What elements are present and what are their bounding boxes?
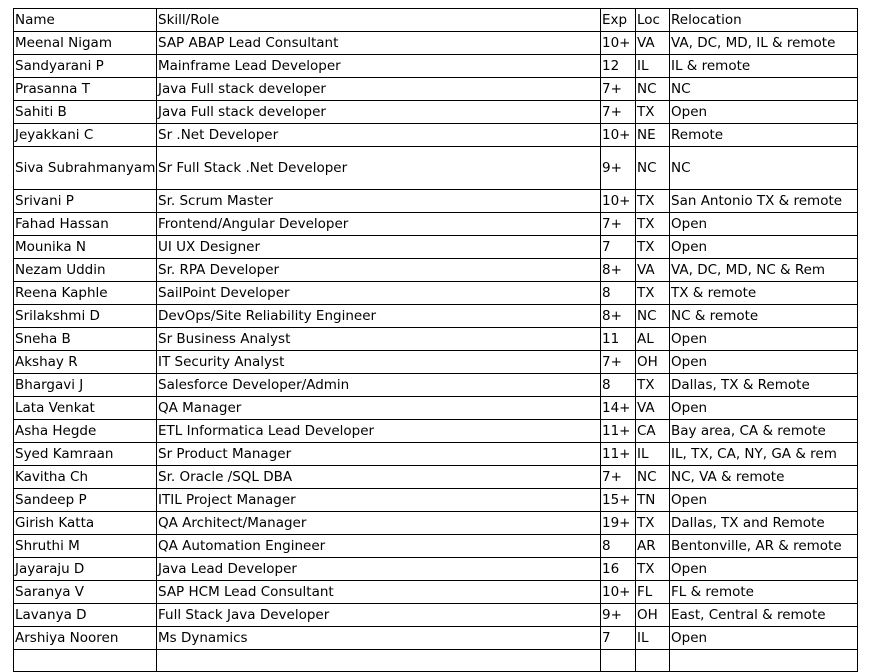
cell-loc: IL bbox=[636, 443, 670, 466]
cell-skill: Sr. Scrum Master bbox=[157, 190, 601, 213]
cell-skill: SAP ABAP Lead Consultant bbox=[157, 32, 601, 55]
cell-exp: 15+ bbox=[601, 489, 636, 512]
cell-skill: Sr. RPA Developer bbox=[157, 259, 601, 282]
cell-relocation: FL & remote bbox=[670, 581, 858, 604]
table-row bbox=[14, 420, 858, 443]
cell-name: Jeyakkani C bbox=[14, 124, 157, 147]
cell-loc: TX bbox=[636, 374, 670, 397]
cell-loc: IL bbox=[636, 627, 670, 650]
table-row bbox=[14, 124, 858, 147]
cell-name: Meenal Nigam bbox=[14, 32, 157, 55]
cell-exp: 7+ bbox=[601, 78, 636, 101]
cell-relocation: NC, VA & remote bbox=[670, 466, 858, 489]
table-row bbox=[14, 328, 858, 351]
cell-exp: 11+ bbox=[601, 420, 636, 443]
cell-loc: TX bbox=[636, 213, 670, 236]
cell-relocation: VA, DC, MD, NC & Rem bbox=[670, 259, 858, 282]
table-row bbox=[14, 581, 858, 604]
cell-name: Lavanya D bbox=[14, 604, 157, 627]
header-skill: Skill/Role bbox=[157, 9, 601, 32]
table-row bbox=[14, 443, 858, 466]
cell-name: Siva Subrahmanyam bbox=[14, 147, 157, 190]
cell-loc: AL bbox=[636, 328, 670, 351]
cell-exp: 7 bbox=[601, 627, 636, 650]
table-row bbox=[14, 213, 858, 236]
cell-name: Sandeep P bbox=[14, 489, 157, 512]
cell-skill: Sr .Net Developer bbox=[157, 124, 601, 147]
cell-loc: TX bbox=[636, 512, 670, 535]
cell-loc: NC bbox=[636, 466, 670, 489]
cell-skill: QA Architect/Manager bbox=[157, 512, 601, 535]
cell-name: Nezam Uddin bbox=[14, 259, 157, 282]
cell-exp: 7+ bbox=[601, 466, 636, 489]
cell-relocation: Bentonville, AR & remote bbox=[670, 535, 858, 558]
cell-exp: 10+ bbox=[601, 124, 636, 147]
cell-exp: 8 bbox=[601, 535, 636, 558]
cell-skill: Mainframe Lead Developer bbox=[157, 55, 601, 78]
table-row bbox=[14, 236, 858, 259]
cell-name: Arshiya Nooren bbox=[14, 627, 157, 650]
cell-relocation: Open bbox=[670, 101, 858, 124]
table-body bbox=[14, 32, 858, 672]
cell-loc: TX bbox=[636, 236, 670, 259]
table-row bbox=[14, 147, 858, 190]
cell-loc: NC bbox=[636, 305, 670, 328]
cell-relocation: Open bbox=[670, 558, 858, 581]
cell-loc: AR bbox=[636, 535, 670, 558]
cell-loc: OH bbox=[636, 604, 670, 627]
cell-name: Girish Katta bbox=[14, 512, 157, 535]
cell-exp: 8+ bbox=[601, 305, 636, 328]
table-row bbox=[14, 101, 858, 124]
cell-relocation: NC & remote bbox=[670, 305, 858, 328]
cell-name: Bhargavi J bbox=[14, 374, 157, 397]
cell-relocation: Open bbox=[670, 397, 858, 420]
cell-skill: Sr Full Stack .Net Developer bbox=[157, 147, 601, 190]
cell-name: Syed Kamraan bbox=[14, 443, 157, 466]
cell-skill: ETL Informatica Lead Developer bbox=[157, 420, 601, 443]
table-row bbox=[14, 32, 858, 55]
cell-loc: IL bbox=[636, 55, 670, 78]
table-row bbox=[14, 351, 858, 374]
cell-relocation bbox=[670, 650, 858, 672]
cell-exp: 19+ bbox=[601, 512, 636, 535]
table-row bbox=[14, 512, 858, 535]
cell-exp: 8 bbox=[601, 374, 636, 397]
cell-exp: 10+ bbox=[601, 190, 636, 213]
cell-skill: Java Full stack developer bbox=[157, 78, 601, 101]
table-row bbox=[14, 55, 858, 78]
cell-skill bbox=[157, 650, 601, 672]
table-row bbox=[14, 627, 858, 650]
table-row bbox=[14, 466, 858, 489]
cell-exp: 9+ bbox=[601, 147, 636, 190]
consultant-table bbox=[13, 8, 858, 672]
cell-relocation: Open bbox=[670, 489, 858, 512]
cell-name: Prasanna T bbox=[14, 78, 157, 101]
table-row bbox=[14, 535, 858, 558]
cell-skill: Java Lead Developer bbox=[157, 558, 601, 581]
cell-name: Sandyarani P bbox=[14, 55, 157, 78]
cell-relocation: NC bbox=[670, 147, 858, 190]
cell-skill: Sr. Oracle /SQL DBA bbox=[157, 466, 601, 489]
cell-relocation: Bay area, CA & remote bbox=[670, 420, 858, 443]
cell-relocation: Remote bbox=[670, 124, 858, 147]
header-exp: Exp bbox=[601, 9, 636, 32]
cell-loc: FL bbox=[636, 581, 670, 604]
cell-name: Srivani P bbox=[14, 190, 157, 213]
cell-loc: TX bbox=[636, 101, 670, 124]
cell-loc: NE bbox=[636, 124, 670, 147]
cell-exp: 14+ bbox=[601, 397, 636, 420]
header-name: Name bbox=[14, 9, 157, 32]
cell-skill: Java Full stack developer bbox=[157, 101, 601, 124]
cell-relocation: East, Central & remote bbox=[670, 604, 858, 627]
cell-skill: Salesforce Developer/Admin bbox=[157, 374, 601, 397]
header-relocation: Relocation bbox=[670, 9, 858, 32]
table-row bbox=[14, 558, 858, 581]
cell-skill: QA Automation Engineer bbox=[157, 535, 601, 558]
table-row bbox=[14, 374, 858, 397]
cell-relocation: Open bbox=[670, 236, 858, 259]
cell-skill: SailPoint Developer bbox=[157, 282, 601, 305]
cell-skill: DevOps/Site Reliability Engineer bbox=[157, 305, 601, 328]
header-row bbox=[14, 9, 858, 32]
cell-exp: 8 bbox=[601, 282, 636, 305]
cell-skill: Sr Business Analyst bbox=[157, 328, 601, 351]
cell-skill: QA Manager bbox=[157, 397, 601, 420]
cell-relocation: IL, TX, CA, NY, GA & rem bbox=[670, 443, 858, 466]
cell-loc: TN bbox=[636, 489, 670, 512]
cell-relocation: Open bbox=[670, 328, 858, 351]
cell-relocation: Open bbox=[670, 351, 858, 374]
cell-name: Lata Venkat bbox=[14, 397, 157, 420]
cell-exp: 9+ bbox=[601, 604, 636, 627]
cell-name: Asha Hegde bbox=[14, 420, 157, 443]
cell-name bbox=[14, 650, 157, 672]
cell-skill: IT Security Analyst bbox=[157, 351, 601, 374]
cell-name: Reena Kaphle bbox=[14, 282, 157, 305]
cell-skill: Frontend/Angular Developer bbox=[157, 213, 601, 236]
table-row bbox=[14, 604, 858, 627]
table-row bbox=[14, 489, 858, 512]
cell-relocation: San Antonio TX & remote bbox=[670, 190, 858, 213]
cell-exp: 11 bbox=[601, 328, 636, 351]
cell-exp: 10+ bbox=[601, 32, 636, 55]
cell-relocation: Open bbox=[670, 213, 858, 236]
cell-exp: 7+ bbox=[601, 351, 636, 374]
cell-name: Shruthi M bbox=[14, 535, 157, 558]
cell-loc: CA bbox=[636, 420, 670, 443]
table-row bbox=[14, 397, 858, 420]
cell-name: Fahad Hassan bbox=[14, 213, 157, 236]
cell-loc: TX bbox=[636, 282, 670, 305]
cell-loc: NC bbox=[636, 78, 670, 101]
cell-loc: VA bbox=[636, 32, 670, 55]
cell-skill: Ms Dynamics bbox=[157, 627, 601, 650]
cell-relocation: Open bbox=[670, 627, 858, 650]
cell-loc: VA bbox=[636, 259, 670, 282]
cell-name: Sneha B bbox=[14, 328, 157, 351]
cell-relocation: Dallas, TX & Remote bbox=[670, 374, 858, 397]
cell-exp: 7+ bbox=[601, 213, 636, 236]
cell-loc: NC bbox=[636, 147, 670, 190]
cell-name: Saranya V bbox=[14, 581, 157, 604]
table-row bbox=[14, 259, 858, 282]
table-row bbox=[14, 650, 858, 672]
cell-name: Srilakshmi D bbox=[14, 305, 157, 328]
cell-relocation: IL & remote bbox=[670, 55, 858, 78]
cell-skill: UI UX Designer bbox=[157, 236, 601, 259]
table-row bbox=[14, 78, 858, 101]
cell-exp: 11+ bbox=[601, 443, 636, 466]
cell-relocation: TX & remote bbox=[670, 282, 858, 305]
cell-name: Jayaraju D bbox=[14, 558, 157, 581]
cell-loc: VA bbox=[636, 397, 670, 420]
cell-exp bbox=[601, 650, 636, 672]
cell-exp: 12 bbox=[601, 55, 636, 78]
cell-skill: ITIL Project Manager bbox=[157, 489, 601, 512]
cell-skill: Sr Product Manager bbox=[157, 443, 601, 466]
cell-loc: OH bbox=[636, 351, 670, 374]
cell-exp: 8+ bbox=[601, 259, 636, 282]
table-row bbox=[14, 282, 858, 305]
cell-exp: 7+ bbox=[601, 101, 636, 124]
cell-loc: TX bbox=[636, 558, 670, 581]
cell-exp: 7 bbox=[601, 236, 636, 259]
cell-loc: TX bbox=[636, 190, 670, 213]
cell-relocation: Dallas, TX and Remote bbox=[670, 512, 858, 535]
cell-name: Mounika N bbox=[14, 236, 157, 259]
cell-relocation: NC bbox=[670, 78, 858, 101]
cell-skill: SAP HCM Lead Consultant bbox=[157, 581, 601, 604]
cell-exp: 16 bbox=[601, 558, 636, 581]
cell-exp: 10+ bbox=[601, 581, 636, 604]
cell-name: Sahiti B bbox=[14, 101, 157, 124]
table-row bbox=[14, 190, 858, 213]
cell-skill: Full Stack Java Developer bbox=[157, 604, 601, 627]
cell-name: Kavitha Ch bbox=[14, 466, 157, 489]
cell-name: Akshay R bbox=[14, 351, 157, 374]
table-row bbox=[14, 305, 858, 328]
header-loc: Loc bbox=[636, 9, 670, 32]
cell-loc bbox=[636, 650, 670, 672]
cell-relocation: VA, DC, MD, IL & remote bbox=[670, 32, 858, 55]
